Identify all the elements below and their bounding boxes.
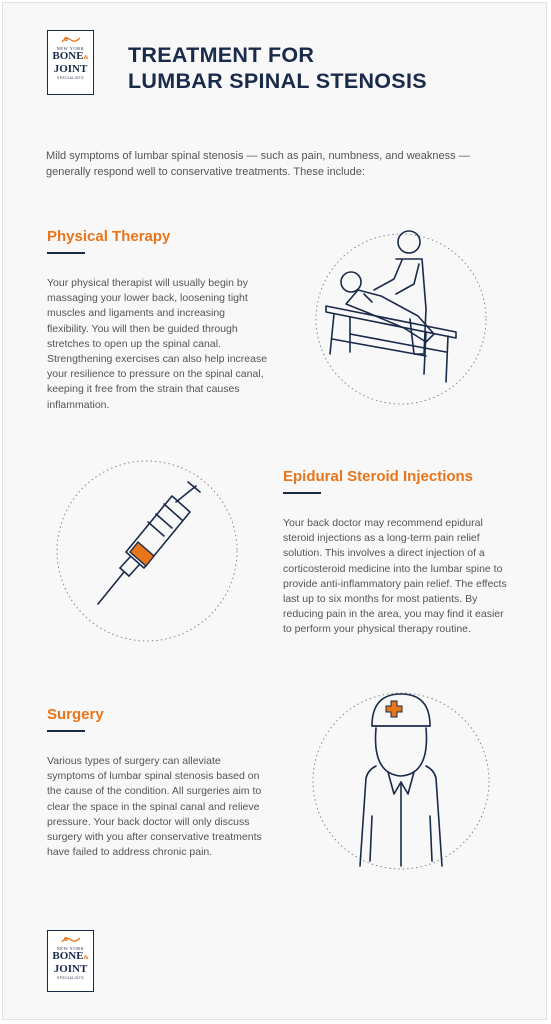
logo-text-newyork: NEW YORK [56,46,85,51]
page-title [128,42,427,94]
logo-mark-icon [60,935,82,944]
surgery-text: Various types of surgery can alleviate symptoms of lumbar spinal stenosis based on the cause of the condition. All surgeries aim to clear the space in the spinal canal and relieve pressure. Your back doctor will only discuss surgery with you after conservative treatments have failed to address chronic pain. [47,755,262,859]
logo-text-bone: BONE& [52,950,89,962]
physical-therapy-text: Your physical therapist will usually begin by massaging your lower back, loosening tight muscles and ligaments and increasing flexibility. You will then be guided through stretches to open up the spinal canal. Strengthening exercises can also help increase your resilience to pressure on the spinal canal, keeping it free from the strain that causes inflammation. [47,277,268,411]
surgery-rule [47,730,85,732]
syringe-illustration [52,456,242,646]
logo-top [47,30,94,95]
title-line-1: TREATMENT FOR [128,43,315,67]
epidural-injections-text: Your back doctor may recommend epidural steroid injections as a long-term pain relief solution. This involves a direct injection of a corticosteroid medicine into the lumbar spine to provide anti-inflammatory pain relief. The effects last up to six months for most patients. By reducing pain in the area, you may find it easier to perform your physical therapy routine. [283,517,507,636]
logo-text-bone: BONE& [52,50,89,62]
logo-text-specialists: SPECIALISTS [57,76,84,80]
logo-mark-icon [60,35,82,44]
surgeon-illustration [306,686,496,876]
logo-bottom [47,930,94,992]
title-line-2: LUMBAR SPINAL STENOSIS [128,69,427,93]
epidural-injections-heading: Epidural Steroid Injections [283,468,474,485]
logo-text-joint: JOINT [53,63,88,75]
logo-text-newyork: NEW YORK [56,946,85,951]
intro-text: Mild symptoms of lumbar spinal stenosis — such as pain, numbness, and weakness — generally respond well to conservative treatments. These include: [46,150,470,178]
physical-therapy-heading: Physical Therapy [47,228,171,245]
physical-therapy-rule [47,252,85,254]
surgery-heading: Surgery [47,706,104,723]
epidural-injections-rule [283,492,321,494]
logo-text-specialists: SPECIALISTS [57,976,84,980]
logo-text-joint: JOINT [53,963,88,975]
massage-therapy-illustration [306,224,496,414]
